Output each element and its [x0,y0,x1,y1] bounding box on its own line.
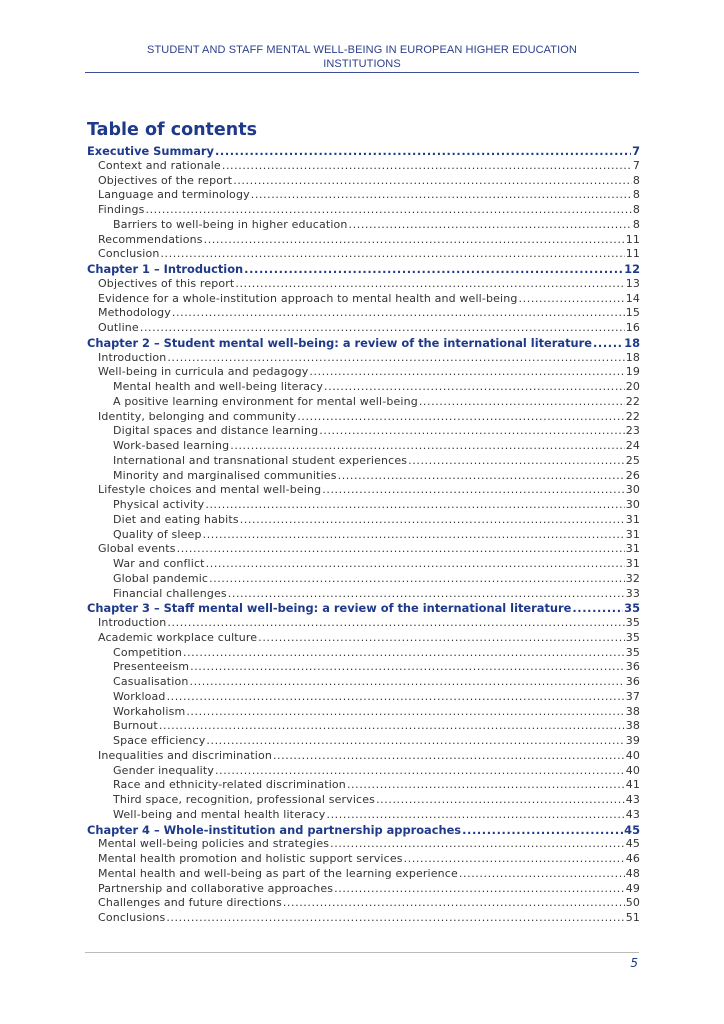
toc-entry-page: 8 [632,188,640,202]
toc-entry-page: 7 [632,158,640,172]
toc-dot-leader [283,896,625,911]
toc-dot-leader [204,233,625,248]
toc-entry-title: Introduction [98,350,167,364]
toc-entry[interactable] [87,675,640,690]
toc-dot-leader [593,336,623,351]
toc-dot-leader [459,867,625,882]
toc-entry[interactable] [87,719,640,734]
toc-entry-page: 32 [625,571,640,585]
toc-entry[interactable] [87,233,640,248]
toc-dot-leader [190,660,625,675]
toc-entry-title: Findings [98,203,145,216]
toc-entry-title: Conclusions [98,911,166,924]
toc-entry-title: Well-being in curricula and pedagogy [98,365,309,379]
toc-entry-page: 35 [625,616,640,629]
running-header [85,43,639,71]
toc-entry-page: 13 [625,276,640,290]
toc-entry[interactable] [87,469,640,484]
toc-entry[interactable] [87,734,640,749]
toc-entry-title: Chapter 2 – Student mental well-being: a review of the international literature [87,335,592,350]
toc-heading: Table of contents [87,120,258,140]
toc-entry-page: 36 [625,675,640,688]
toc-entry[interactable] [87,410,640,425]
toc-entry[interactable] [87,793,640,808]
toc-entry-title: Chapter 3 – Staff mental well-being: a review of the international literature [87,601,572,616]
toc-entry[interactable] [87,764,640,779]
toc-dot-leader [159,719,625,734]
toc-entry[interactable] [87,144,640,159]
toc-entry-page: 50 [625,896,640,910]
toc-entry-page: 33 [625,586,640,600]
toc-entry[interactable] [87,631,640,646]
toc-dot-leader [319,424,624,439]
toc-entry[interactable] [87,218,640,233]
toc-entry-title: Methodology [98,306,171,320]
toc-entry[interactable] [87,852,640,867]
toc-entry-page: 31 [625,527,640,541]
toc-entry-page: 43 [625,807,640,821]
toc-dot-leader [203,528,625,543]
toc-entry[interactable] [87,690,640,705]
toc-entry-page: 18 [624,335,640,350]
toc-entry-title: Casualisation [113,675,189,688]
toc-entry[interactable] [87,380,640,395]
page-number: 5 [630,956,638,970]
running-header-line-1: STUDENT AND STAFF MENTAL WELL-BEING IN EUROPEAN HIGHER EDUCATION [147,44,577,56]
toc-entry[interactable] [87,498,640,513]
toc-entry-title: International and transnational student experiences [113,453,408,467]
toc-dot-leader [326,808,624,823]
toc-entry[interactable] [87,616,640,631]
running-header-line-2: INSTITUTIONS [323,58,401,70]
toc-dot-leader [222,159,632,174]
toc-dot-leader [215,144,631,159]
toc-entry[interactable] [87,705,640,720]
toc-entry-title: Conclusion [98,247,160,261]
toc-dot-leader [167,616,624,631]
toc-dot-leader [183,646,625,661]
toc-entry[interactable] [87,454,640,469]
toc-dot-leader [172,306,625,321]
toc-entry-title: Digital spaces and distance learning [113,424,319,438]
toc-entry[interactable] [87,262,640,277]
toc-dot-leader [404,852,625,867]
toc-entry[interactable] [87,911,640,926]
toc-entry[interactable] [87,837,640,852]
toc-dot-leader [186,705,624,720]
toc-dot-leader [167,690,625,705]
toc-dot-leader [408,454,625,469]
toc-dot-leader [189,675,624,690]
toc-entry-title: Evidence for a whole-institution approach to mental health and well-being [98,291,518,305]
toc-entry[interactable] [87,528,640,543]
toc-entry[interactable] [87,365,640,380]
toc-entry-page: 8 [632,217,640,231]
toc-entry-page: 39 [625,734,640,747]
toc-entry-title: Recommendations [98,232,203,246]
toc-entry-title: Workload [113,689,166,703]
toc-entry[interactable] [87,277,640,292]
toc-entry-title: Gender inequality [113,763,215,777]
toc-dot-leader [258,631,624,646]
toc-dot-leader [251,188,632,203]
toc-dot-leader [244,262,623,277]
toc-entry[interactable] [87,778,640,793]
toc-dot-leader [324,380,625,395]
toc-entry-page: 18 [625,350,640,364]
toc-entry-page: 23 [625,424,640,438]
toc-entry-title: Outline [98,321,139,334]
toc-entry-title: Race and ethnicity-related discrimination [113,778,346,792]
toc-entry-page: 30 [625,498,640,511]
toc-entry[interactable] [87,749,640,764]
toc-entry[interactable] [87,601,640,616]
toc-dot-leader [347,778,625,793]
toc-entry[interactable] [87,513,640,528]
toc-entry-page: 41 [625,778,640,792]
toc-entry-page: 30 [625,483,640,497]
toc-entry-title: Competition [113,645,182,659]
toc-dot-leader [330,837,625,852]
toc-entry[interactable] [87,557,640,572]
toc-entry-page: 35 [625,630,640,644]
toc-dot-leader [309,365,624,380]
toc-dot-leader [233,174,632,189]
toc-entry[interactable] [87,808,640,823]
toc-entry[interactable] [87,159,640,174]
toc-entry-title: Quality of sleep [113,527,202,541]
toc-dot-leader [177,542,625,557]
toc-entry-title: Well-being and mental health literacy [113,807,326,821]
toc-dot-leader [338,469,625,484]
toc-entry-title: Inequalities and discrimination [98,748,272,762]
toc-entry[interactable] [87,867,640,882]
toc-entry-page: 40 [625,763,640,777]
toc-entry-page: 31 [625,542,640,556]
toc-entry-page: 19 [625,365,640,379]
toc-entry-page: 45 [624,822,640,837]
toc-dot-leader [205,498,624,513]
toc-dot-leader [572,601,623,616]
toc-entry-page: 38 [625,704,640,718]
toc-entry-page: 31 [625,512,640,526]
toc-dot-leader [140,321,625,336]
toc-entry[interactable] [87,351,640,366]
toc-entry-title: War and conflict [113,557,205,570]
toc-entry-title: Lifestyle choices and mental well-being [98,483,322,497]
toc-dot-leader [297,410,624,425]
toc-dot-leader [166,911,624,926]
toc-entry[interactable] [87,174,640,189]
toc-dot-leader [349,218,632,233]
toc-dot-leader [334,882,625,897]
toc-entry[interactable] [87,542,640,557]
toc-entry-page: 35 [625,645,640,659]
toc-entry-page: 25 [625,453,640,467]
toc-entry-title: A positive learning environment for mental well-being [113,394,418,408]
toc-dot-leader [206,557,625,572]
toc-entry-title: Mental health and well-being literacy [113,380,324,393]
toc-entry[interactable] [87,660,640,675]
toc-entry-page: 14 [625,291,640,305]
toc-entry-title: Partnership and collaborative approaches [98,881,334,895]
toc-entry[interactable] [87,646,640,661]
toc-dot-leader [206,734,624,749]
toc-entry[interactable] [87,572,640,587]
toc-entry-title: Challenges and future directions [98,896,282,910]
toc-entry-title: Mental health promotion and holistic support services [98,852,403,865]
toc-entry-page: 22 [625,394,640,408]
toc-entry-page: 8 [632,173,640,187]
toc-entry[interactable] [87,395,640,410]
toc-entry-page: 38 [625,719,640,733]
toc-entry-page: 49 [625,881,640,895]
toc-entry-title: Objectives of the report [98,173,233,187]
toc-entry-page: 51 [625,911,640,924]
toc-entry-title: Language and terminology [98,188,250,202]
toc-entry[interactable] [87,188,640,203]
toc-entry[interactable] [87,306,640,321]
toc-dot-leader [419,395,625,410]
toc-dot-leader [160,247,624,262]
toc-dot-leader [240,513,625,528]
toc-entry[interactable] [87,247,640,262]
toc-dot-leader [322,483,624,498]
toc-entry-title: Objectives of this report [98,276,235,290]
toc-entry-title: Burnout [113,719,158,733]
toc-entry-page: 35 [624,601,640,616]
footer-divider [85,952,639,953]
toc-entry-page: 11 [625,247,640,261]
toc-entry-title: Mental health and well-being as part of the learning experience [98,866,458,880]
toc-entry-title: Global pandemic [113,571,209,585]
toc-dot-leader [519,292,625,307]
toc-entry-page: 24 [625,439,640,452]
toc-entry-page: 26 [625,468,640,482]
toc-entry-page: 48 [625,866,640,880]
toc-dot-leader [230,439,624,454]
toc-dot-leader [273,749,625,764]
toc-dot-leader [167,351,624,366]
toc-entry[interactable] [87,896,640,911]
toc-entry[interactable] [87,483,640,498]
toc-entry-title: Identity, belonging and community [98,409,297,423]
toc-entry-page: 20 [625,380,640,393]
toc-entry[interactable] [87,882,640,897]
toc-dot-leader [145,203,631,218]
toc-dot-leader [228,587,625,602]
toc-entry-page: 12 [624,262,640,276]
toc-entry-page: 31 [625,557,640,570]
toc-entry-title: Third space, recognition, professional services [113,793,376,806]
toc-entry-title: Chapter 1 – Introduction [87,262,244,276]
toc-entry[interactable] [87,336,640,351]
table-of-contents [87,144,640,926]
toc-entry-title: Academic workplace culture [98,630,258,644]
toc-entry-page: 36 [625,660,640,674]
toc-entry[interactable] [87,321,640,336]
toc-entry-title: Introduction [98,616,167,629]
toc-entry[interactable] [87,823,640,838]
toc-entry-title: Executive Summary [87,144,214,158]
toc-dot-leader [462,823,623,838]
toc-entry-title: Mental well-being policies and strategies [98,837,330,851]
toc-entry-page: 46 [625,852,640,865]
toc-entry-page: 22 [625,409,640,423]
toc-entry-title: Workaholism [113,704,186,718]
toc-entry-page: 8 [632,203,640,216]
toc-entry-page: 37 [625,689,640,703]
toc-entry-title: Chapter 4 – Whole-institution and partnership approaches [87,822,462,837]
toc-dot-leader [209,572,625,587]
toc-entry[interactable] [87,292,640,307]
toc-entry-page: 11 [625,232,640,246]
toc-entry-title: Diet and eating habits [113,512,239,526]
toc-entry[interactable] [87,424,640,439]
toc-entry-page: 16 [625,321,640,334]
toc-entry-page: 40 [625,748,640,762]
toc-dot-leader [235,277,624,292]
toc-entry[interactable] [87,587,640,602]
toc-entry[interactable] [87,203,640,218]
toc-dot-leader [376,793,625,808]
toc-entry-title: Space efficiency [113,734,206,747]
toc-entry-title: Physical activity [113,498,205,511]
toc-dot-leader [215,764,625,779]
toc-entry[interactable] [87,439,640,454]
toc-entry-page: 43 [625,793,640,806]
toc-entry-page: 45 [625,837,640,851]
toc-entry-title: Global events [98,542,176,556]
toc-entry-title: Presenteeism [113,660,190,674]
toc-entry-title: Minority and marginalised communities [113,468,337,482]
header-divider [85,72,639,73]
toc-entry-title: Work-based learning [113,439,230,452]
toc-entry-page: 7 [632,144,640,158]
toc-entry-title: Context and rationale [98,158,221,172]
toc-entry-title: Financial challenges [113,586,227,600]
toc-entry-page: 15 [625,306,640,320]
toc-entry-title: Barriers to well-being in higher education [113,217,348,231]
